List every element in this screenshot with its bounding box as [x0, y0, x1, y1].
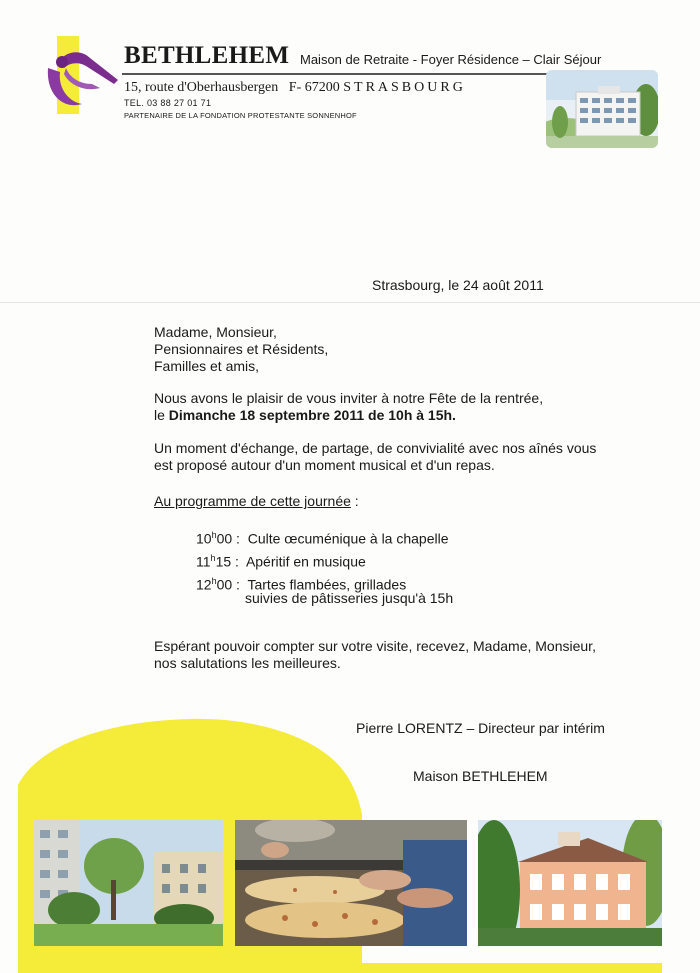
garden-photo [34, 820, 223, 946]
meal-photo [235, 820, 467, 946]
bethlehem-logo-icon [40, 38, 120, 118]
paper-fold-line [0, 302, 700, 303]
programme-text: Culte œcuménique à la chapelle [247, 530, 449, 547]
address-postcode: F- 67200 [288, 80, 340, 95]
invite-line-1: Nous avons le plaisir de vous inviter à notre Fête de la rentrée, [154, 390, 544, 406]
salutation-3: Familles et amis, [154, 358, 260, 374]
building-photo [546, 70, 658, 148]
programme-hour: 10 [196, 530, 212, 547]
address-street: 15, route d'Oberhausbergen [124, 80, 279, 95]
brand-name: BETHLEHEM [124, 42, 290, 69]
address-city: STRASBOURG [343, 80, 466, 95]
programme-hour-sup: h [210, 553, 216, 563]
programme-heading-text: Au programme de cette journée [154, 493, 351, 509]
salutation-1: Madame, Monsieur, [154, 324, 277, 340]
programme-min: 15 [215, 553, 232, 570]
partner-line: PARTENAIRE DE LA FONDATION PROTESTANTE SONNENHOF [124, 111, 357, 120]
closing-line-1: Espérant pouvoir compter sur votre visite, recevez, Madame, Monsieur, [154, 638, 596, 654]
programme-heading [154, 493, 359, 510]
programme-hour-sup: h [211, 576, 217, 586]
moment-line-1: Un moment d'échange, de partage, de convivialité avec nos aînés vous [154, 440, 597, 456]
invite-date: Dimanche 18 septembre 2011 de 10h à 15h. [168, 407, 456, 423]
header-rule [122, 73, 616, 75]
programme-min: 00 [216, 530, 233, 547]
programme-item: 12$^h$00 : Tartes flambées, grillades [196, 576, 407, 593]
programme-item-continuation: suivies de pâtisseries jusqu'à 15h [245, 590, 454, 606]
tagline: Maison de Retraite - Foyer Résidence – Clair Séjour [300, 52, 602, 67]
programme-text: Apéritif en musique [245, 553, 366, 570]
telephone: TEL. 03 88 27 01 71 [124, 98, 212, 108]
programme-item: 11$^h$15 : Apéritif en musique [196, 553, 366, 570]
invite-prefix: le [154, 407, 169, 423]
programme-hour-sup: h [211, 530, 217, 540]
programme-hour: 11 [196, 553, 211, 570]
signature-name: Pierre LORENTZ – Directeur par intérim [356, 720, 605, 736]
programme-hour: 12 [196, 576, 212, 593]
programme-min: 00 [216, 576, 233, 593]
invite-line-2 [154, 407, 456, 424]
salutation-2: Pensionnaires et Résidents, [154, 341, 329, 357]
moment-line-2: est proposé autour d'un moment musical et d'un repas. [154, 457, 495, 473]
programme-heading-colon: : [350, 493, 359, 509]
closing-line-2: nos salutations les meilleures. [154, 655, 341, 671]
address [124, 80, 466, 96]
programme-text: Tartes flambées, grillades [247, 576, 407, 593]
letter-date: Strasbourg, le 24 août 2011 [372, 277, 544, 293]
signature-org: Maison BETHLEHEM [413, 768, 548, 784]
programme-item: 10$^h$00 : Culte œcuménique à la chapelle [196, 530, 449, 547]
villa-photo [478, 820, 662, 946]
